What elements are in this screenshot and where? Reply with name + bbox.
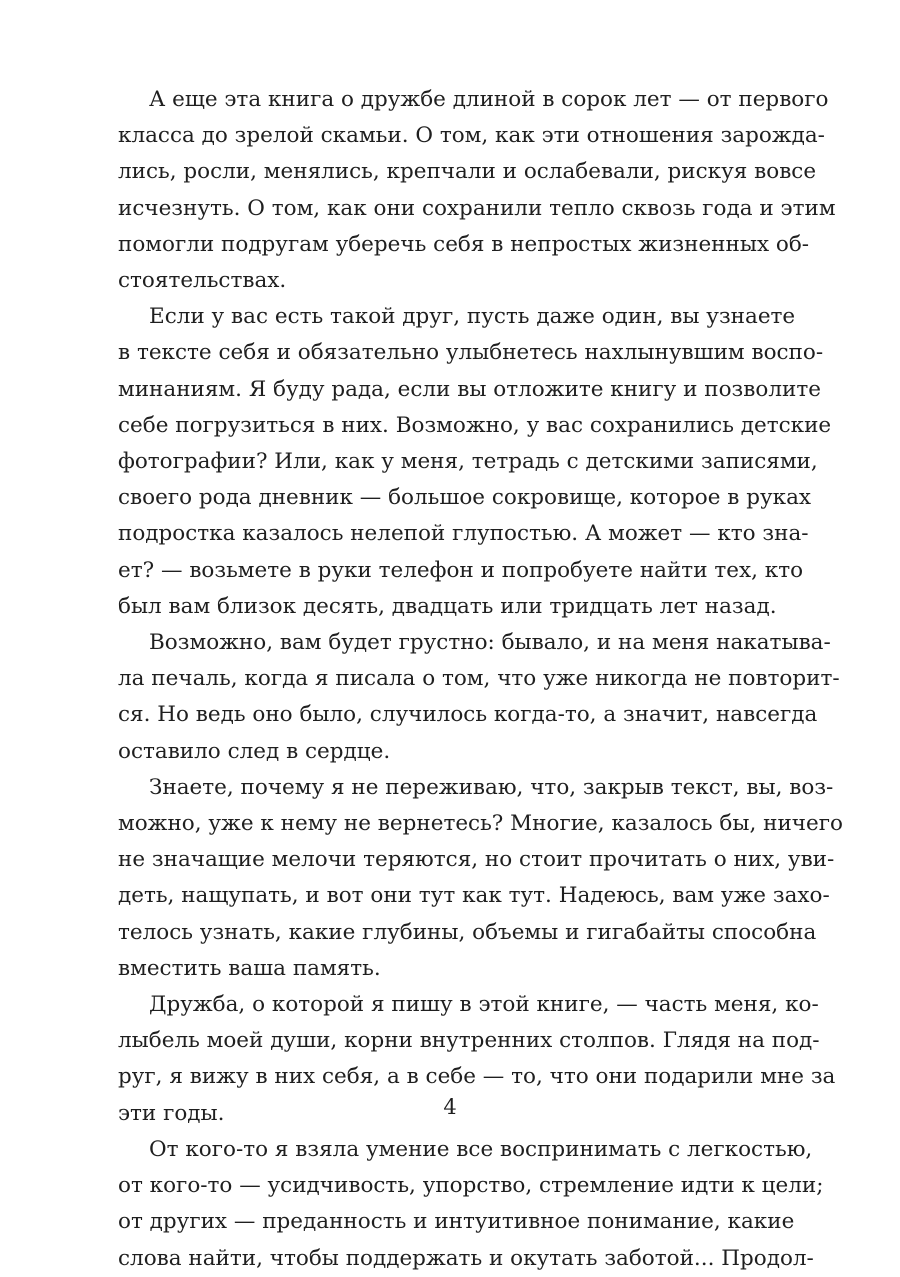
paragraph-2 xyxy=(118,299,832,625)
text-line: оставило след в сердце. xyxy=(118,738,391,764)
page-number: 4 xyxy=(443,1095,457,1119)
text-line: помогли подругам уберечь себя в непростых жизненных об- xyxy=(118,231,810,257)
text-line: от кого-то — усидчивость, упорство, стремление идти к цели; xyxy=(118,1173,824,1199)
paragraph-3 xyxy=(118,625,840,770)
text-line: эти годы. xyxy=(118,1100,225,1126)
text-line: не значащие мелочи теряются, но стоит прочитать о них, уви- xyxy=(118,847,835,873)
text-line: минаниям. Я буду рада, если вы отложите книгу и позволите xyxy=(118,376,821,402)
text-line: своего рода дневник — большое сокровище, которое в руках xyxy=(118,485,812,511)
text-line: ся. Но ведь оно было, случилось когда-то, а значит, навсегда xyxy=(118,702,818,728)
text-line: Дружба, о которой я пишу в этой книге, — часть меня, ко- xyxy=(149,992,819,1018)
text-line: слова найти, чтобы поддержать и окутать заботой... Продол- xyxy=(118,1245,814,1271)
text-line: лись, росли, менялись, крепчали и ослабевали, рискуя вовсе xyxy=(118,159,817,185)
text-line: А еще эта книга о дружбе длиной в сорок лет — от первого xyxy=(149,87,829,112)
text-line: лыбель моей души, корни внутренних столпов. Глядя на под- xyxy=(118,1028,820,1054)
text-line: подростка казалось нелепой глупостью. А может — кто зна- xyxy=(118,521,809,547)
text-line: телось узнать, какие глубины, объемы и гигабайты способна xyxy=(118,919,817,945)
text-line: Знаете, почему я не переживаю, что, закрыв текст, вы, воз- xyxy=(149,774,834,800)
text-line: деть, нащупать, и вот они тут как тут. Надеюсь, вам уже захо- xyxy=(118,883,830,909)
text-line: Если у вас есть такой друг, пусть даже один, вы узнаете xyxy=(149,304,796,330)
text-line: в тексте себя и обязательно улыбнетесь нахлынувшим воспо- xyxy=(118,340,824,366)
paragraph-4 xyxy=(118,770,843,987)
text-line: ла печаль, когда я писала о том, что уже никогда не повторит- xyxy=(118,666,840,692)
text-line: ет? — возьмете в руки телефон и попробуете найти тех, кто xyxy=(118,557,804,583)
text-line: исчезнуть. О том, как они сохранили тепло сквозь года и этим xyxy=(118,195,836,221)
text-line: Возможно, вам будет грустно: бывало, и на меня накатыва- xyxy=(149,630,831,656)
text-line: от других — преданность и интуитивное понимание, какие xyxy=(118,1209,795,1235)
paragraph-6 xyxy=(118,1132,824,1277)
text-line: класса до зрелой скамьи. О том, как эти отношения зарожда- xyxy=(118,123,825,149)
text-line: был вам близок десять, двадцать или тридцать лет назад. xyxy=(118,593,777,619)
text-line: можно, уже к нему не вернетесь? Многие, казалось бы, ничего xyxy=(118,811,843,837)
text-line: От кого-то я взяла умение все воспринимать с легкостью, xyxy=(149,1136,813,1162)
text-line: руг, я вижу в них себя, а в себе — то, что они подарили мне за xyxy=(118,1064,836,1090)
text-line: стоятельствах. xyxy=(118,268,287,294)
text-line: себе погрузиться в них. Возможно, у вас сохранились детские xyxy=(118,412,832,438)
text-line: вместить ваша память. xyxy=(118,955,381,981)
text-line: фотографии? Или, как у меня, тетрадь с детскими записями, xyxy=(118,449,818,475)
paragraph-1 xyxy=(118,82,836,299)
